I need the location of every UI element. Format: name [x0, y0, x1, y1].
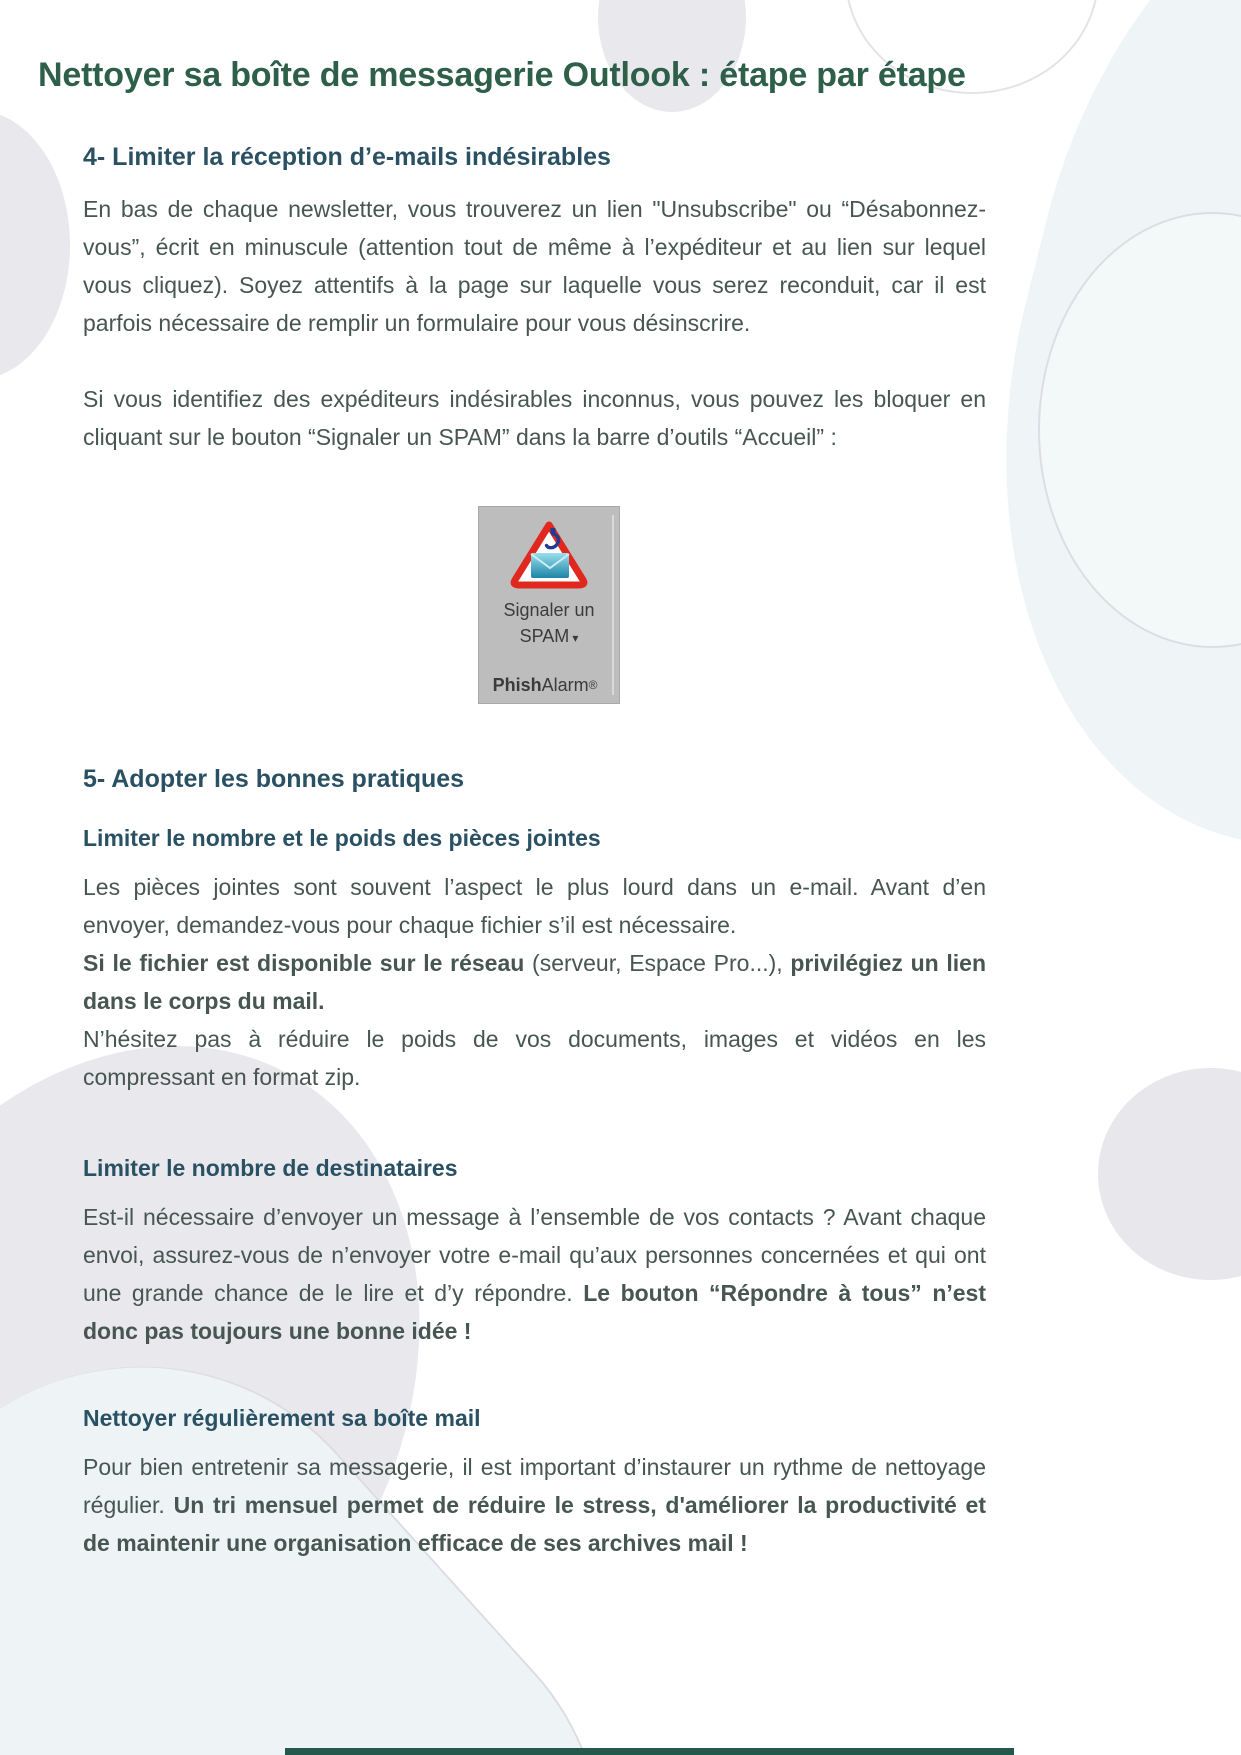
paragraph-attachments: Les pièces jointes sont souvent l’aspect le plus lourd dans un e-mail. Avant d’en envoyer, demandez-vous pour chaque fichier s’il est nécessaire. Si le fichier est disponible sur le réseau (serveur, Espace Pro...), privilégiez un lien dans le corps du mail. N’hésitez pas à réduire le poids de vos documents, images et vidéos en les compressant en format zip.	[83, 874, 987, 1090]
spam-button-label-line1: Signaler un	[503, 600, 595, 620]
subheading-regular-cleaning: Nettoyer régulièrement sa boîte mail	[83, 1405, 481, 1431]
document-content	[0, 52, 1241, 1562]
brand-name-rest: Alarm	[541, 675, 589, 695]
phishalarm-ribbon-button-image	[478, 506, 620, 704]
text-column	[83, 140, 986, 1562]
paragraph-regular-cleaning: Pour bien entretenir sa messagerie, il est important d’instaurer un rythme de nettoyage régulier. Un tri mensuel permet de réduire le stress, d'améliorer la productivité et de maintenir une organisation efficace de ses archives mail !	[83, 1454, 986, 1556]
spam-button-label	[503, 597, 594, 651]
spam-alert-icon	[508, 519, 590, 591]
brand-name-bold: Phish	[492, 675, 542, 695]
section-4-heading: 4- Limiter la réception d’e-mails indésirables	[83, 143, 611, 171]
subheading-recipients: Limiter le nombre de destinataires	[83, 1155, 458, 1181]
page-title: Nettoyer sa boîte de messagerie Outlook : étape par étape	[38, 56, 966, 94]
dropdown-arrow-icon: ▾	[572, 631, 579, 645]
ribbon-group-separator	[612, 515, 614, 695]
spam-button-label-line2: SPAM	[519, 626, 570, 646]
subheading-attachments: Limiter le nombre et le poids des pièces jointes	[83, 825, 601, 851]
phishalarm-group-label	[479, 675, 611, 696]
paragraph-recipients: Est-il nécessaire d’envoyer un message à l’ensemble de vos contacts ? Avant chaque envoi, assurez-vous de n’envoyer votre e-mail qu’aux personnes concernées et qui ont une grande chance de le lire et d’y répondre. Le bouton “Répondre à tous” n’est donc pas toujours une bonne idée !	[83, 1204, 987, 1344]
section-5-heading: 5- Adopter les bonnes pratiques	[83, 765, 465, 793]
paragraph-block-senders: Si vous identifiez des expéditeurs indésirables inconnus, vous pouvez les bloquer en cliquant sur le bouton “Signaler un SPAM” dans la barre d’outils “Accueil” :	[83, 386, 986, 450]
footer-bar	[285, 1748, 1014, 1755]
registered-mark: ®	[588, 678, 598, 692]
paragraph-unsubscribe: En bas de chaque newsletter, vous trouverez un lien "Unsubscribe" ou “Désabonnez-vous”, écrit en minuscule (attention tout de même à l’expéditeur et au lien sur lequel vous cliquez). Soyez attentifs à la page sur laquelle vous serez reconduit, car il est parfois nécessaire de remplir un formulaire pour vous désinscrire.	[83, 196, 986, 336]
